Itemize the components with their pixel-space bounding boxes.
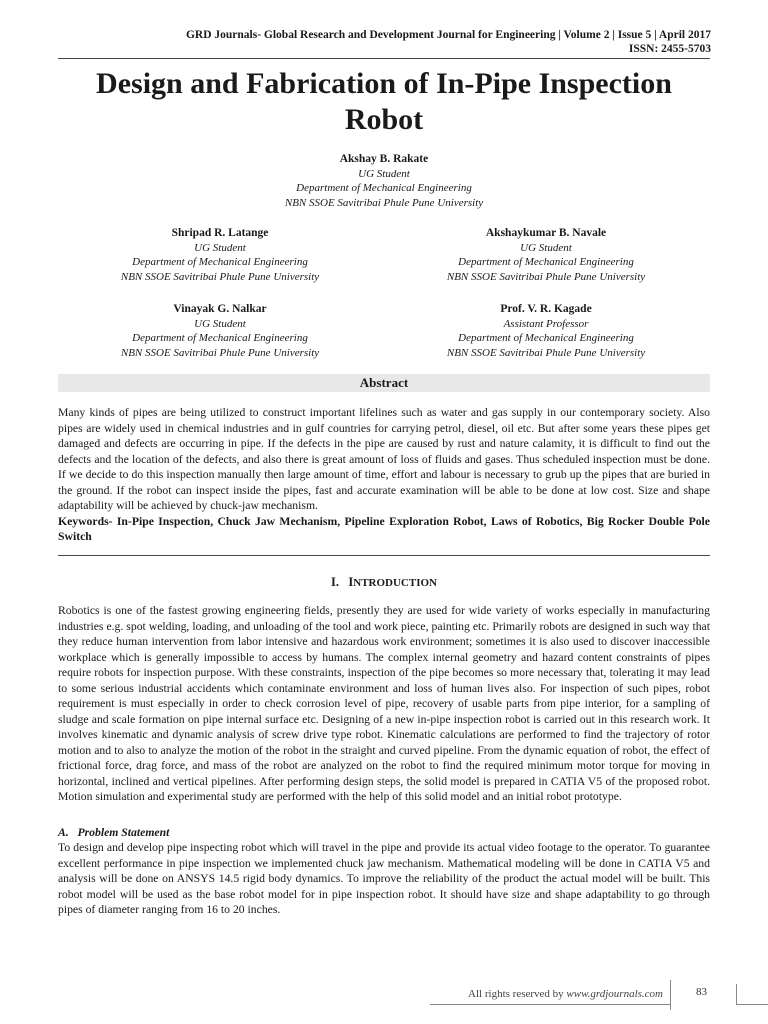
keywords: Keywords- In-Pipe Inspection, Chuck Jaw Mechanism, Pipeline Exploration Robot, Laws of Robotics, Big Rocker Double Pole Switch xyxy=(58,514,710,543)
author-name: Akshaykumar B. Navale xyxy=(485,227,607,239)
issn: ISSN: 2455-5703 xyxy=(628,43,711,55)
author-block xyxy=(90,226,350,284)
problem-statement-text: To design and develop pipe inspecting robot which will travel in the pipe and provide its actual video footage to the operator. To guarantee excellent performance in pipe inspection we implemented chuck jaw mechanism. Mathematical modeling will be done in CATIA V5 and analysis will be done on ANSYS 14.5 rigid body dynamics. To improve the reliability of the product the actual model will be built. This robot model will be used as the base robot model for in pipe inspection robot. It should have size and shape adaptability to go through pipes of diameter ranging from 16 to 20 inches. xyxy=(58,841,710,916)
subsection-heading: A. Problem Statement xyxy=(58,826,170,839)
author-role: UG Student xyxy=(194,317,246,330)
author-role: Assistant Professor xyxy=(503,317,589,330)
site-link[interactable]: www.grdjournals.com xyxy=(566,988,663,1000)
footer-rule xyxy=(430,1004,670,1005)
author-name: Shripad R. Latange xyxy=(171,227,269,239)
author-dept: Department of Mechanical Engineering xyxy=(458,256,634,268)
author-block xyxy=(90,302,350,360)
section-heading xyxy=(58,575,710,590)
rights-text: All rights reserved by xyxy=(468,988,567,1000)
paper-title: Design and Fabrication of In-Pipe Inspection Robot xyxy=(96,67,672,136)
author-dept: Department of Mechanical Engineering xyxy=(132,332,308,344)
author-role: UG Student xyxy=(194,241,246,254)
author-univ: NBN SSOE Savitribai Phule Pune University xyxy=(446,270,646,283)
abstract-heading: Abstract xyxy=(58,374,710,392)
footer-divider xyxy=(736,984,737,1004)
journal-header: GRD Journals- Global Research and Development Journal for Engineering | Volume 2 | Issue 5 | April 2017 xyxy=(185,29,711,41)
abstract-text: Many kinds of pipes are being utilized to construct important lifelines such as water and gas supply in our contemporary society. Also pipes are widely used in chemical industries and in gulf countries for carrying petrol, diesel, oil etc. But after some years these pipes get damaged and defects are occurring in pipe. If the defects in the pipe are caused by rust and nature calamity, it is difficult to find out the defects and the location of the defects, and also there is great amount of loss of fluids and gases. Thus scheduled inspection must be done. If we decide to do this inspection manually then large amount of time, effort and labour is necessary to grub up the pipes that are buried in the ground. If the robot can inspect inside the pipes, fast and accurate examination will be able to be done at low cost. Size and shape adaptability will be achieved by chuck-jaw mechanism. xyxy=(58,406,710,512)
footer-rights xyxy=(468,988,663,1000)
author-dept: Department of Mechanical Engineering xyxy=(132,256,308,268)
author-dept: Department of Mechanical Engineering xyxy=(458,332,634,344)
author-name: Akshay B. Rakate xyxy=(339,153,429,165)
section-title-rest: NTRODUCTION xyxy=(353,577,437,589)
introduction-text: Robotics is one of the fastest growing engineering fields, presently they are used for wide variety of works especially in manufacturing industries e.g. spot welding, loading, and unloading of the tool and work piece, painting etc. Primarily robots are designed in such way that they reduce human intervention from labor intensive and hazardous work environment; sometimes it is also used to discover inaccessible workplace which is generally impossible to access by humans. The complex internal geometry and hazard content constraints of pipes require robots for inspection purpose. With these constraints, inspection of the pipe becomes so more necessary that, tolerating it may lead to some serious industrial accidents which contaminate environment and loss of human lives also. For inspection of such pipes, robot requirement is must especially in order to check corrosion level of pipe, recovery of usable parts from pipe interior, for a sampling of sludge and scale formation on pipe internal surface etc. Designing of a new in-pipe inspection robot is carried out in this research work. It involves kinematic and dynamic analysis of screw drive type robot. Kinematic calculations are performed to find the trajectory of rotor motion and to also to analyze the motion of the robot in the straight and curved pipeline. From the dynamic equation of robot, the effect of frictional force, drag force, and mass of the robot are analyzed on the robot to find the required minimum motor torque for moving in horizontal, inclined and vertical pipelines. After performing design steps, the solid model is prepared in CATIA V5 of the proposed robot. Motion simulation and experimental study are performed with the help of this solid model and an initial robot prototype. xyxy=(58,604,710,803)
author-role: UG Student xyxy=(358,167,410,180)
author-univ: NBN SSOE Savitribai Phule Pune University xyxy=(446,346,646,359)
abstract-rule xyxy=(58,555,710,556)
footer-rule xyxy=(736,1004,768,1005)
author-block xyxy=(234,152,534,210)
author-name: Prof. V. R. Kagade xyxy=(500,303,592,315)
author-dept: Department of Mechanical Engineering xyxy=(296,182,472,194)
page-number: 83 xyxy=(696,986,707,998)
author-univ: NBN SSOE Savitribai Phule Pune University xyxy=(284,196,484,209)
author-name: Vinayak G. Nalkar xyxy=(173,303,267,315)
author-block xyxy=(416,302,676,360)
footer-divider xyxy=(670,980,671,1010)
header-rule xyxy=(58,58,710,59)
author-univ: NBN SSOE Savitribai Phule Pune University xyxy=(120,270,320,283)
section-initial: I xyxy=(348,575,354,589)
author-univ: NBN SSOE Savitribai Phule Pune University xyxy=(120,346,320,359)
section-number: I. xyxy=(331,575,339,589)
author-block xyxy=(416,226,676,284)
abstract-body xyxy=(58,405,710,545)
author-role: UG Student xyxy=(520,241,572,254)
